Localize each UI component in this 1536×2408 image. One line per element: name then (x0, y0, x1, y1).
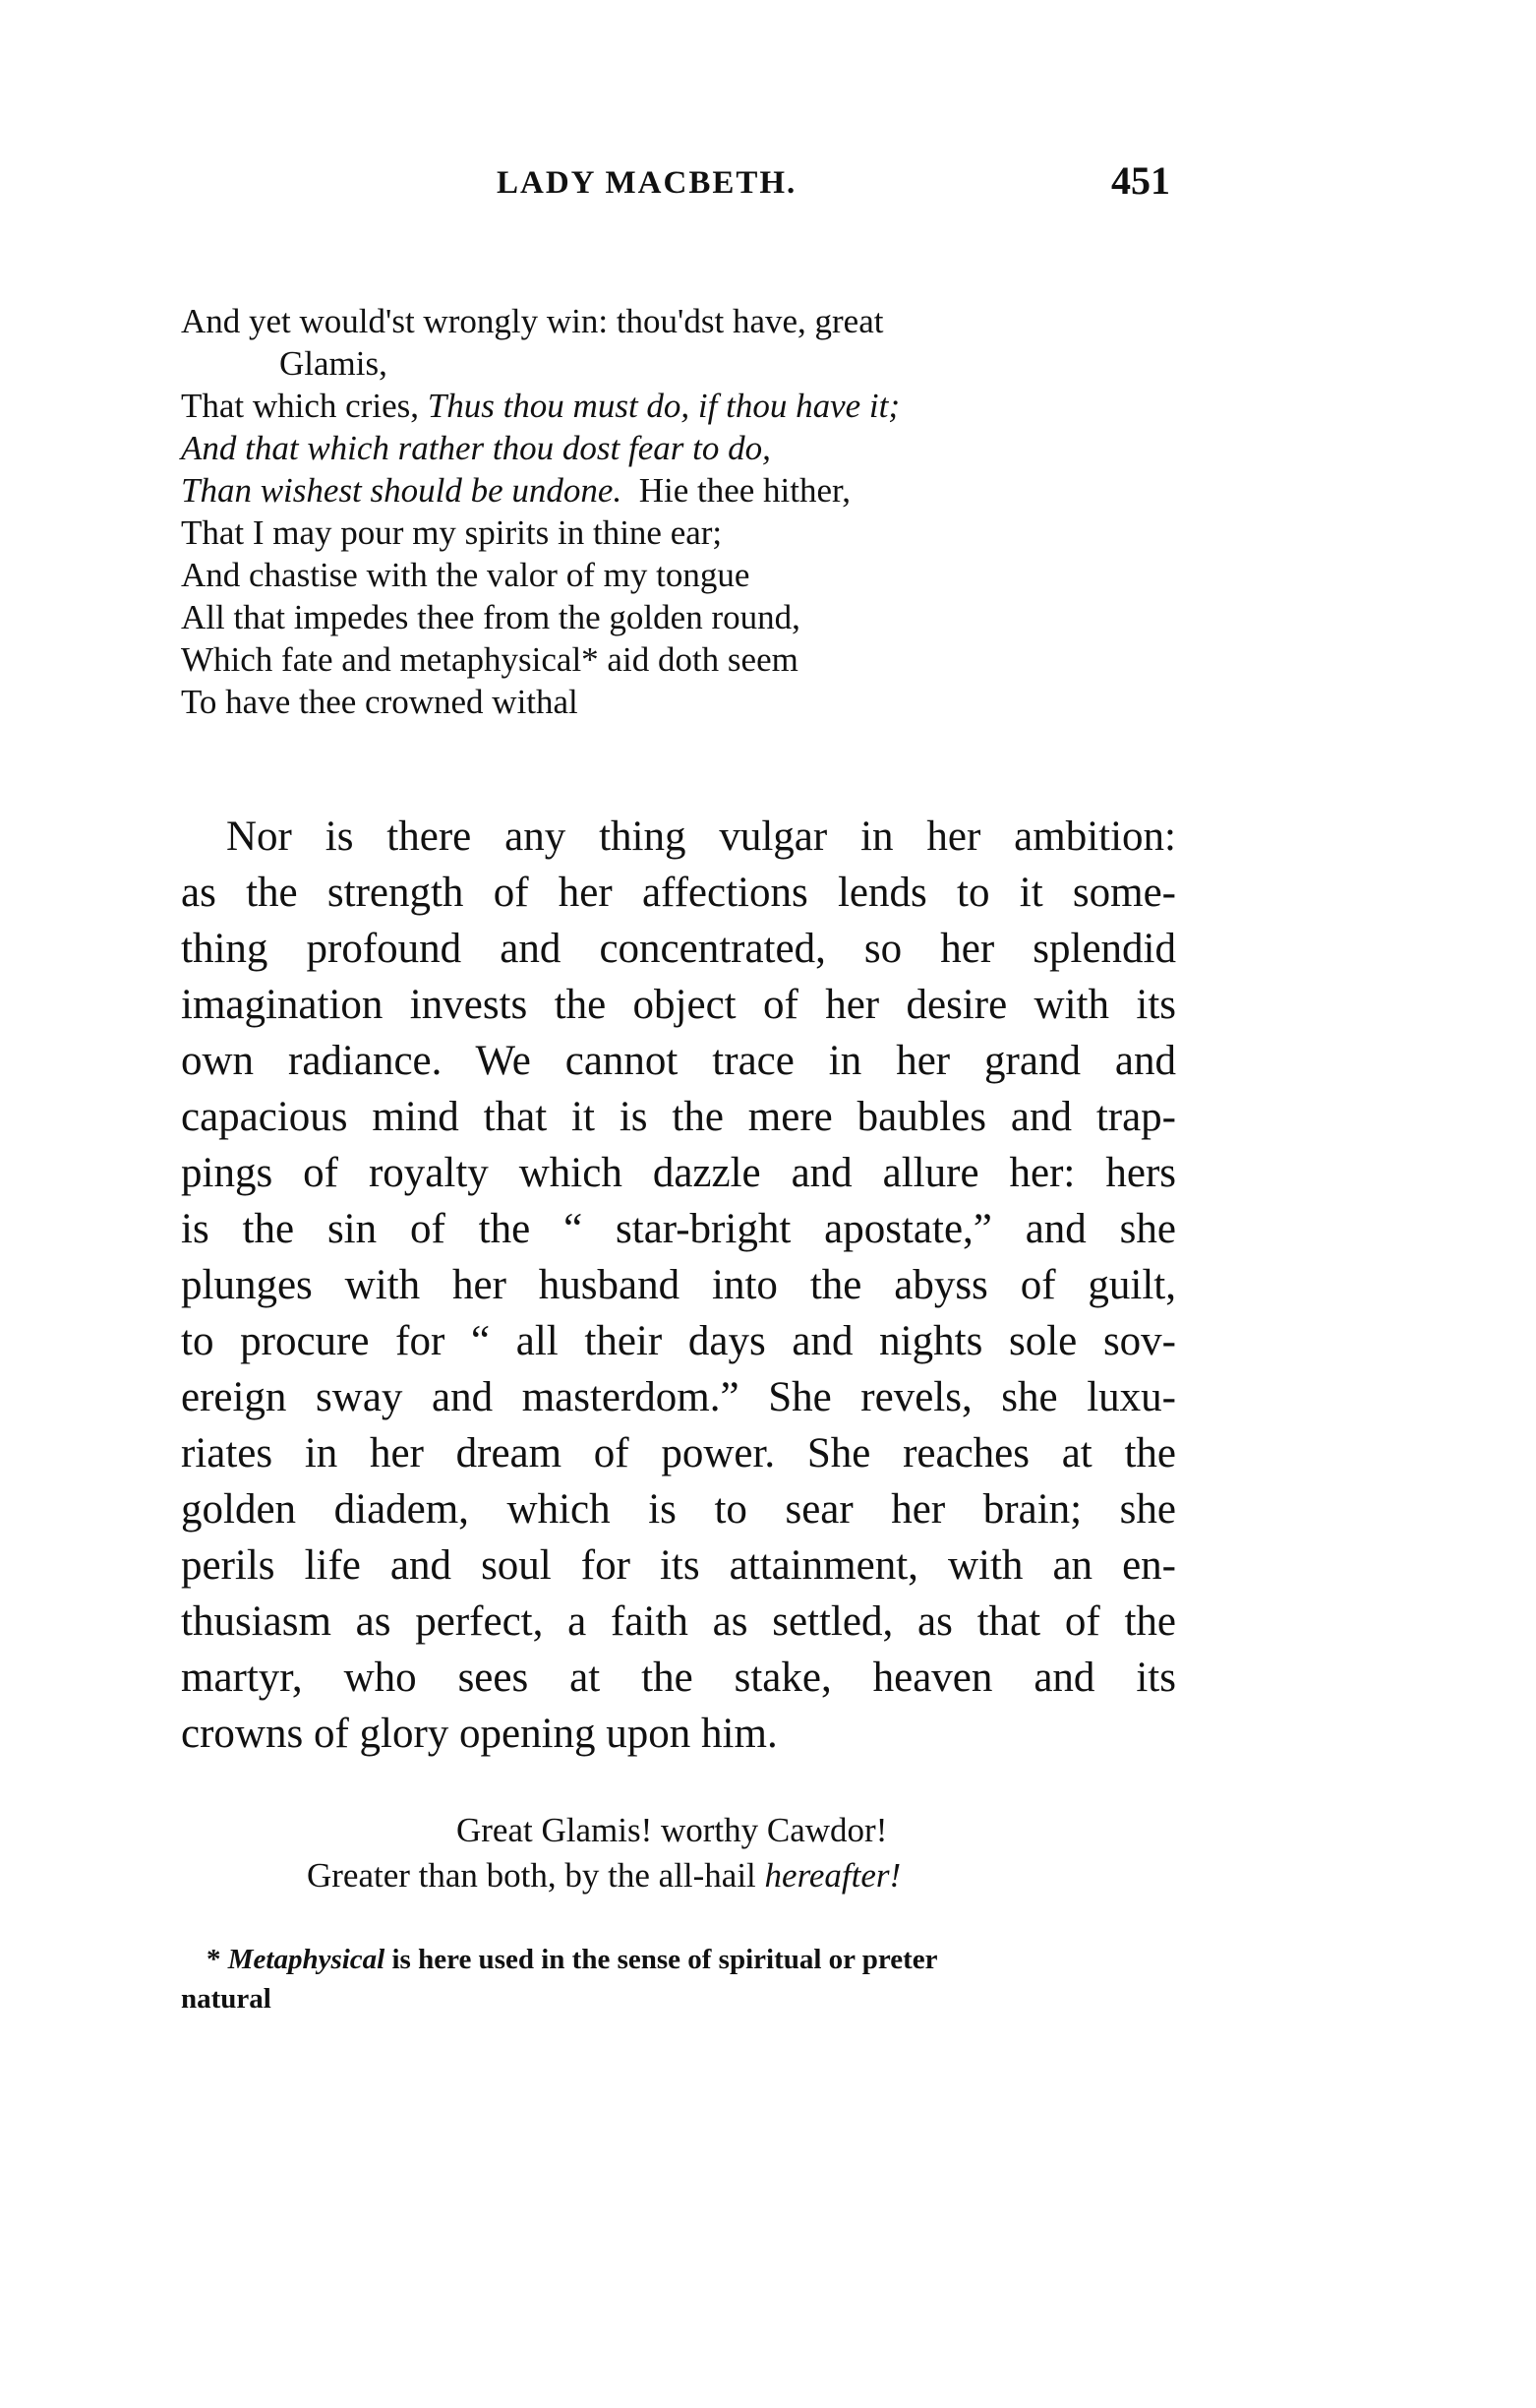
running-head: LADY MACBETH. (497, 165, 798, 201)
prose-line: golden diadem, which is to sear her brain; she (181, 1486, 1176, 1533)
prose-line: plunges with her husband into the abyss of guilt, (181, 1262, 1176, 1308)
verse-italic: And that which rather thou dost fear to do, (181, 429, 771, 467)
prose-line: own radiance. We cannot trace in her grand and (181, 1038, 1176, 1084)
footnote-text-cont: natural (181, 1983, 271, 2015)
prose-line: ereign sway and masterdom.” She revels, she luxu- (181, 1374, 1176, 1420)
prose-line: riates in her dream of power. She reaches at the (181, 1430, 1176, 1476)
verse-italic: Than wishest should be undone. (181, 471, 622, 510)
prose-line: imagination invests the object of her desire with its (181, 982, 1176, 1028)
verse-line: That I may pour my spirits in thine ear; (181, 513, 723, 552)
footnote-text: is here used in the sense of spiritual or preter (384, 1944, 938, 1975)
prose-line: thusiasm as perfect, a faith as settled, as that of the (181, 1598, 1176, 1645)
verse-line (181, 427, 1194, 469)
prose-line: to procure for “ all their days and nights sole sov- (181, 1318, 1176, 1364)
verse-quotation (181, 300, 1194, 723)
body-paragraph (181, 809, 1176, 1762)
prose-line: crowns of glory opening upon him. (181, 1711, 778, 1757)
prose-line: pings of royalty which dazzle and allure her: hers (181, 1150, 1176, 1196)
prose-line: thing profound and concentrated, so her splendid (181, 926, 1176, 972)
quote-italic: hereafter! (764, 1856, 902, 1895)
footnote-term: Metaphysical (227, 1944, 385, 1975)
prose-line: perils life and soul for its attainment, with an en- (181, 1542, 1176, 1589)
verse-text: That which cries, (181, 387, 428, 425)
verse-italic: Thus thou must do, if thou have it; (427, 387, 901, 425)
prose-line: capacious mind that it is the mere baubles and trap- (181, 1094, 1176, 1140)
verse-line: And chastise with the valor of my tongue (181, 556, 750, 594)
prose-line: as the strength of her affections lends to it some- (181, 870, 1176, 916)
prose-line: is the sin of the “ star-bright apostate,” and she (181, 1206, 1176, 1252)
quote-line: Great Glamis! worthy Cawdor! (456, 1811, 888, 1849)
verse-line: All that impedes thee from the golden round, (181, 598, 800, 636)
quote-text: Greater than both, by the all-hail (307, 1856, 765, 1895)
verse-text: Hie thee hither, (621, 471, 852, 510)
verse-line: And yet would'st wrongly win: thou'dst have, great (181, 302, 884, 340)
footnote-marker: * (207, 1944, 228, 1975)
verse-line (181, 469, 1194, 512)
verse-line (181, 385, 1194, 427)
page-number: 451 (1111, 158, 1170, 203)
footnote (181, 1940, 1190, 2018)
prose-line: martyr, who sees at the stake, heaven and its (181, 1655, 1176, 1701)
verse-line: To have thee crowned withal (181, 683, 578, 721)
verse-line: Which fate and metaphysical* aid doth seem (181, 640, 798, 679)
verse-line: Glamis, (279, 344, 387, 383)
prose-line: Nor is there any thing vulgar in her ambition: (226, 813, 1176, 860)
quote-line (307, 1853, 901, 1898)
